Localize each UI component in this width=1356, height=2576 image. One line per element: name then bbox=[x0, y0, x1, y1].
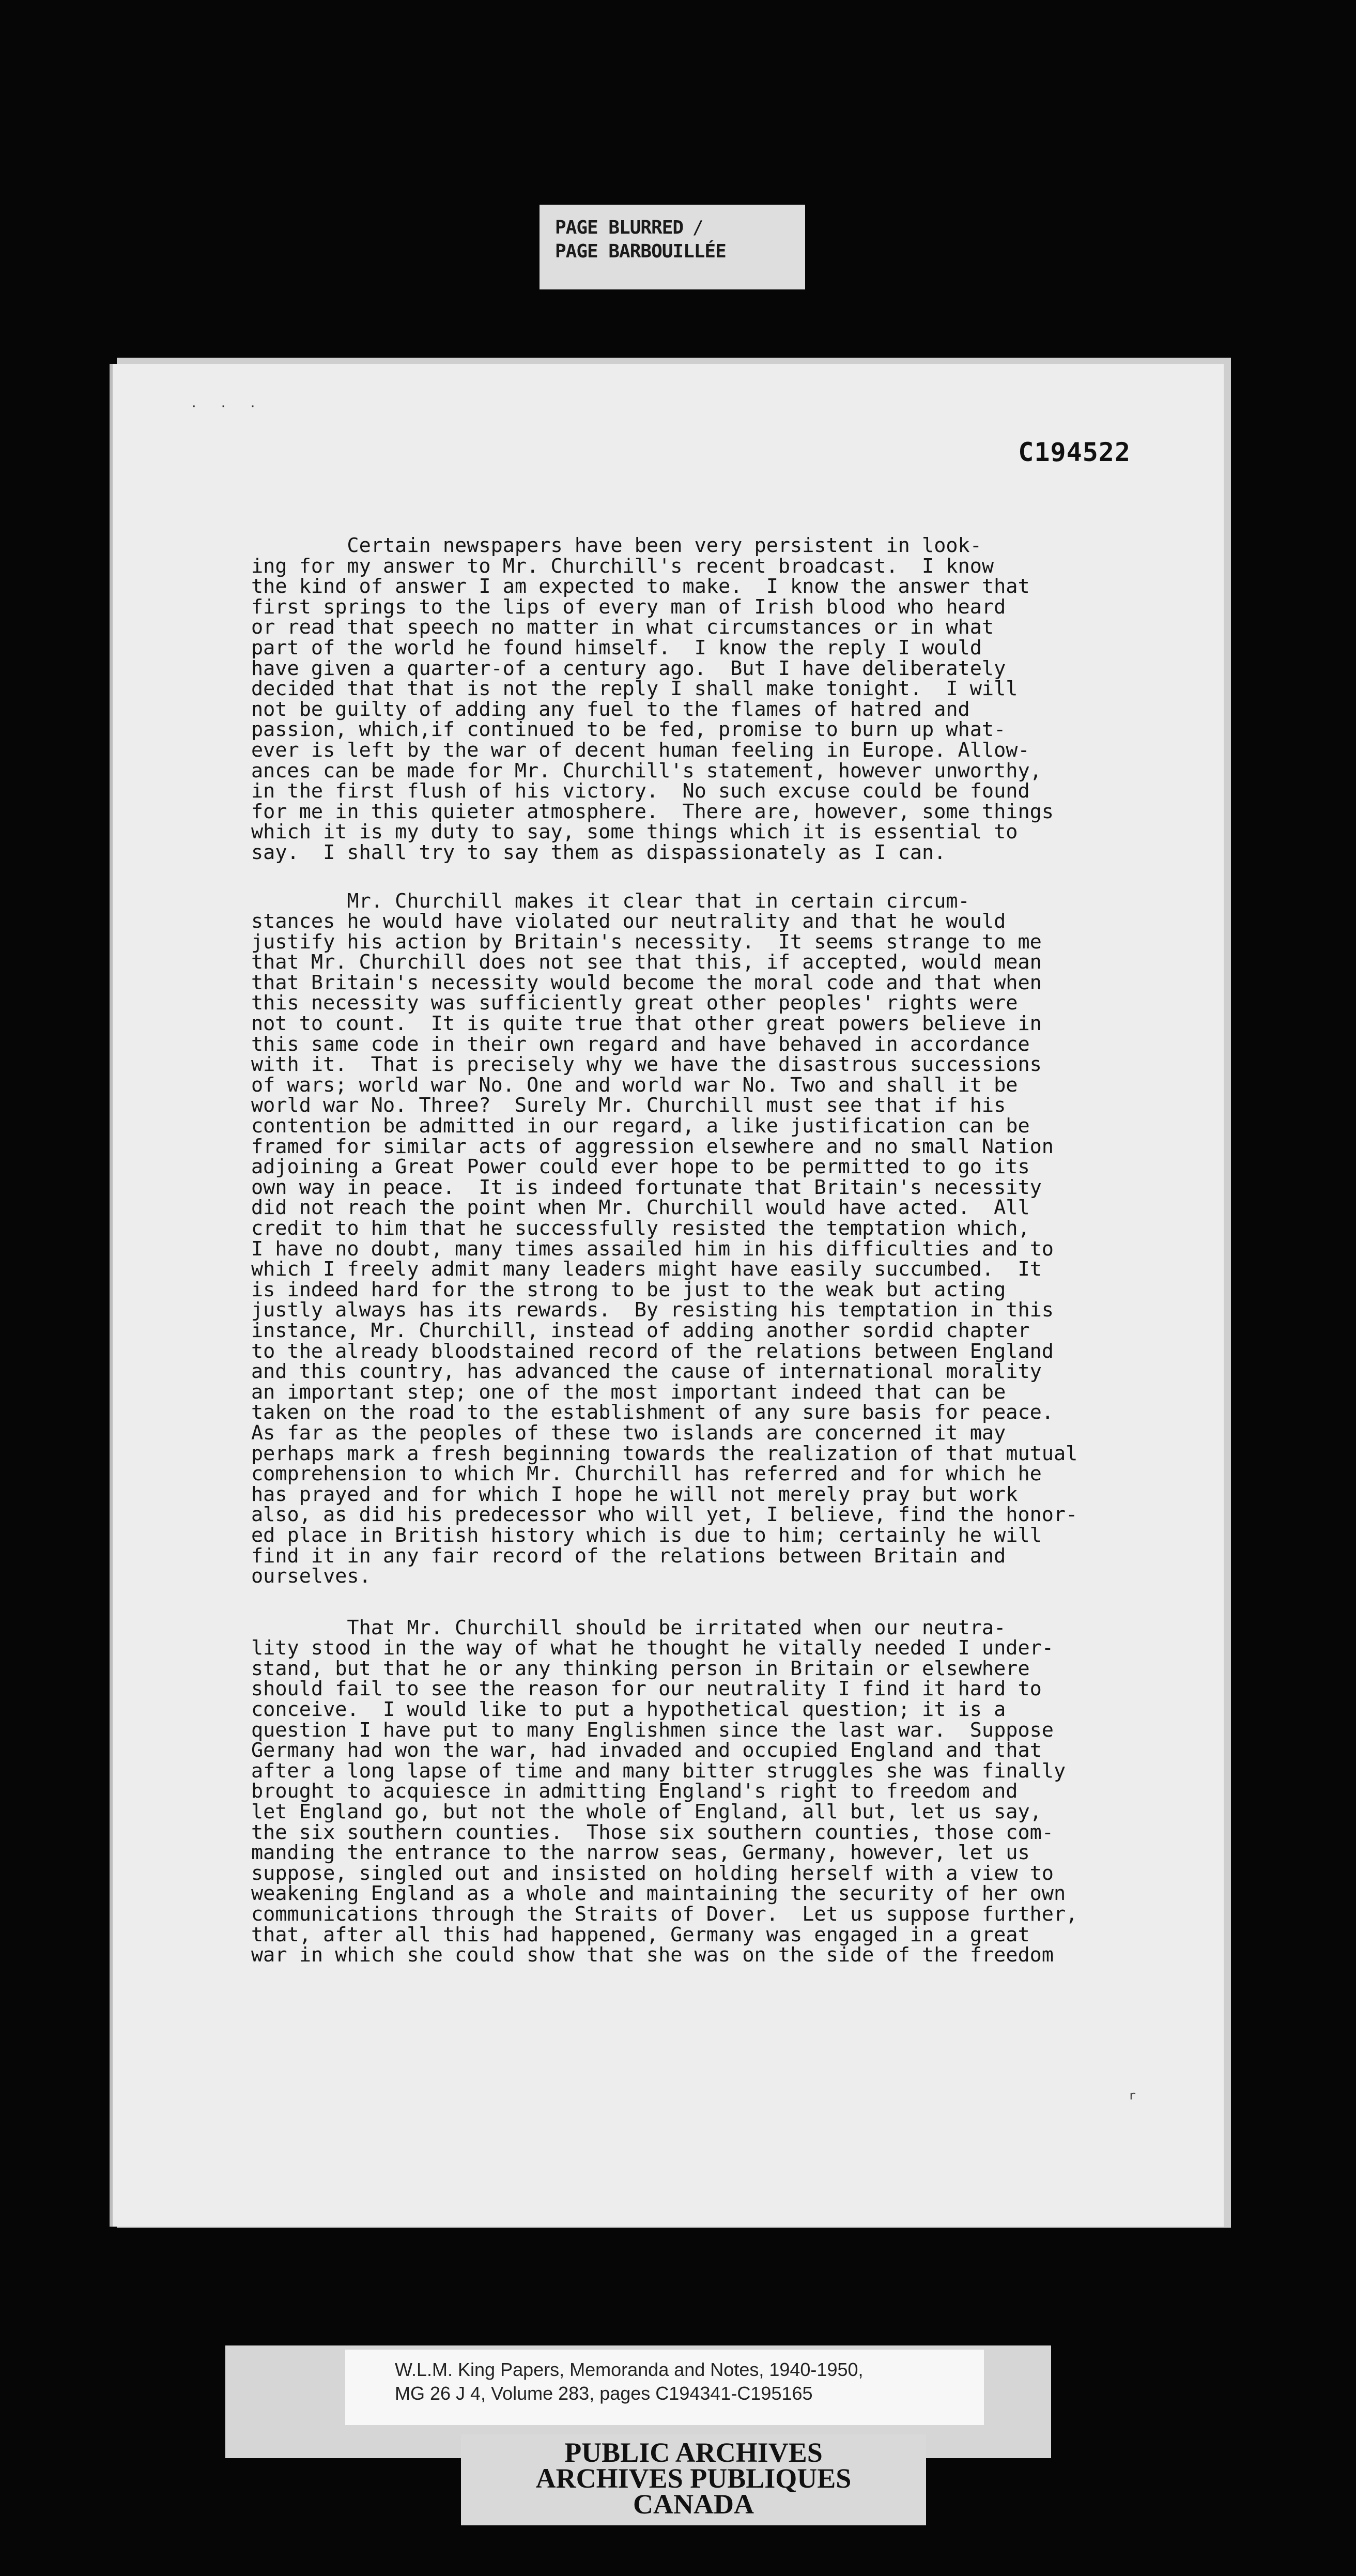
text-line: in the first flush of his victory. No such excuse could be found bbox=[251, 779, 1030, 803]
text-line: after a long lapse of time and many bitter struggles she was finally bbox=[251, 1759, 1066, 1783]
text-line: have given a quarter-of a century ago. But I have deliberately bbox=[251, 656, 1006, 680]
text-line: brought to acquiesce in admitting England's right to freedom and bbox=[251, 1780, 1018, 1803]
text-line: find it in any fair record of the relations between Britain and bbox=[251, 1544, 1006, 1568]
text-line: an important step; one of the most important indeed that can be bbox=[251, 1380, 1006, 1404]
text-line: has prayed and for which I hope he will not merely pray but work bbox=[251, 1482, 1018, 1506]
text-line: contention be admitted in our regard, a like justification can be bbox=[251, 1114, 1030, 1138]
text-line: ances can be made for Mr. Churchill's statement, however unworthy, bbox=[251, 759, 1042, 783]
text-line: taken on the road to the establishment of any sure basis for peace. bbox=[251, 1401, 1054, 1424]
text-line: for me in this quieter atmosphere. There are, however, some things bbox=[251, 800, 1054, 823]
text-line: the six southern counties. Those six southern counties, those com- bbox=[251, 1820, 1054, 1844]
text-line: perhaps mark a fresh beginning towards the realization of that mutual bbox=[251, 1442, 1078, 1465]
text-line: As far as the peoples of these two islands are concerned it may bbox=[251, 1421, 1006, 1445]
text-line: not be guilty of adding any fuel to the flames of hatred and bbox=[251, 697, 970, 721]
document-body bbox=[251, 535, 1161, 1966]
text-line: which I freely admit many leaders might have easily succumbed. It bbox=[251, 1258, 1042, 1281]
text-line: ourselves. bbox=[251, 1565, 371, 1588]
text-line: justify his action by Britain's necessity. It seems strange to me bbox=[251, 930, 1042, 954]
archive-title bbox=[461, 2434, 926, 2525]
text-line: Germany had won the war, had invaded and occupied England and that bbox=[251, 1739, 1042, 1762]
text-line: credit to him that he successfully resisted the temptation which, bbox=[251, 1217, 1030, 1240]
text-line: question I have put to many Englishmen since the last war. Suppose bbox=[251, 1718, 1054, 1742]
text-line: decided that that is not the reply I shall make tonight. I will bbox=[251, 677, 1018, 701]
text-line: that Mr. Churchill does not see that this, if accepted, would mean bbox=[251, 950, 1042, 974]
text-line: to the already bloodstained record of the relations between England bbox=[251, 1339, 1054, 1363]
text-line: ing for my answer to Mr. Churchill's recent broadcast. I know bbox=[251, 554, 994, 578]
text-line: framed for similar acts of aggression elsewhere and no small Nation bbox=[251, 1134, 1054, 1158]
text-line: instance, Mr. Churchill, instead of adding another sordid chapter bbox=[251, 1318, 1030, 1342]
text-line: adjoining a Great Power could ever hope to be permitted to go its bbox=[251, 1155, 1030, 1179]
text-line: that Britain's necessity would become the moral code and that when bbox=[251, 971, 1042, 994]
text-line: lity stood in the way of what he thought he vitally needed I under- bbox=[251, 1636, 1054, 1660]
corner-mark: r bbox=[1128, 2088, 1136, 2103]
text-line: part of the world he found himself. I know the reply I would bbox=[251, 636, 982, 660]
text-line: stand, but that he or any thinking person in Britain or elsewhere bbox=[251, 1657, 1030, 1680]
archive-title-line: CANADA bbox=[633, 2489, 754, 2520]
archive-title-line: ARCHIVES PUBLIQUES bbox=[535, 2463, 852, 2494]
text-line: with it. That is precisely why we have the disastrous successions bbox=[251, 1053, 1042, 1077]
text-line: the kind of answer I am expected to make. I know the answer that bbox=[251, 575, 1030, 599]
text-line: which it is my duty to say, some things which it is essential to bbox=[251, 820, 1018, 844]
archive-caption bbox=[345, 2350, 984, 2425]
page-blurred-stamp bbox=[540, 205, 805, 289]
text-line: war in which she could show that she was on the side of the freedom bbox=[251, 1943, 1054, 1967]
paragraph bbox=[251, 1618, 1161, 1966]
document-number: C194522 bbox=[1018, 437, 1131, 467]
text-line: stances he would have violated our neutrality and that he would bbox=[251, 910, 1006, 933]
text-line: ed place in British history which is due to him; certainly he will bbox=[251, 1523, 1042, 1547]
text-line: of wars; world war No. One and world war No. Two and shall it be bbox=[251, 1073, 1018, 1097]
text-line: justly always has its rewards. By resisting his temptation in this bbox=[251, 1298, 1054, 1322]
text-line: That Mr. Churchill should be irritated when our neutra- bbox=[251, 1616, 1006, 1639]
text-line: not to count. It is quite true that other great powers believe in bbox=[251, 1012, 1042, 1036]
paragraph bbox=[251, 535, 1161, 863]
text-line: comprehension to which Mr. Churchill has referred and for which he bbox=[251, 1462, 1042, 1486]
punch-dots: . . . bbox=[190, 396, 264, 410]
text-line: that, after all this had happened, Germany was engaged in a great bbox=[251, 1923, 1030, 1946]
stamp-line-1: PAGE BLURRED / bbox=[555, 217, 703, 238]
text-line: manding the entrance to the narrow seas, Germany, however, let us bbox=[251, 1841, 1030, 1865]
text-line: world war No. Three? Surely Mr. Churchill must see that if his bbox=[251, 1094, 1006, 1117]
text-line: this necessity was sufficiently great other peoples' rights were bbox=[251, 991, 1018, 1015]
text-line: own way in peace. It is indeed fortunate that Britain's necessity bbox=[251, 1175, 1042, 1199]
text-line: also, as did his predecessor who will yet, I believe, find the honor- bbox=[251, 1503, 1078, 1527]
text-line: Mr. Churchill makes it clear that in certain circum- bbox=[251, 889, 970, 913]
archive-caption-line: MG 26 J 4, Volume 283, pages C194341-C195165 bbox=[395, 2383, 813, 2404]
text-line: passion, which,if continued to be fed, promise to burn up what- bbox=[251, 718, 1006, 742]
paragraph bbox=[251, 891, 1161, 1587]
text-line: Certain newspapers have been very persistent in look- bbox=[251, 534, 982, 557]
text-line: should fail to see the reason for our neutrality I find it hard to bbox=[251, 1677, 1042, 1701]
text-line: or read that speech no matter in what circumstances or in what bbox=[251, 616, 994, 639]
text-line: weakening England as a whole and maintaining the security of her own bbox=[251, 1882, 1066, 1906]
text-line: say. I shall try to say them as dispassionately as I can. bbox=[251, 840, 946, 864]
text-line: ever is left by the war of decent human feeling in Europe. Allow- bbox=[251, 738, 1030, 762]
text-line: let England go, but not the whole of England, all but, let us say, bbox=[251, 1800, 1042, 1824]
text-line: is indeed hard for the strong to be just to the weak but acting bbox=[251, 1278, 1006, 1301]
archive-title-line: PUBLIC ARCHIVES bbox=[564, 2437, 823, 2468]
document-page bbox=[110, 364, 1224, 2227]
text-line: conceive. I would like to put a hypothetical question; it is a bbox=[251, 1698, 1006, 1722]
text-line: did not reach the point when Mr. Churchill would have acted. All bbox=[251, 1196, 1030, 1220]
stamp-line-2: PAGE BARBOUILLÉE bbox=[555, 241, 726, 262]
text-line: suppose, singled out and insisted on holding herself with a view to bbox=[251, 1861, 1054, 1885]
text-line: communications through the Straits of Dover. Let us suppose further, bbox=[251, 1903, 1078, 1926]
archive-caption-line: W.L.M. King Papers, Memoranda and Notes, 1940-1950, bbox=[395, 2359, 864, 2380]
text-line: this same code in their own regard and have behaved in accordance bbox=[251, 1032, 1030, 1056]
text-line: first springs to the lips of every man of Irish blood who heard bbox=[251, 595, 1006, 619]
stamp-mark: / bbox=[692, 217, 703, 238]
text-line: and this country, has advanced the cause of international morality bbox=[251, 1360, 1042, 1384]
text-line: I have no doubt, many times assailed him in his difficulties and to bbox=[251, 1237, 1054, 1261]
